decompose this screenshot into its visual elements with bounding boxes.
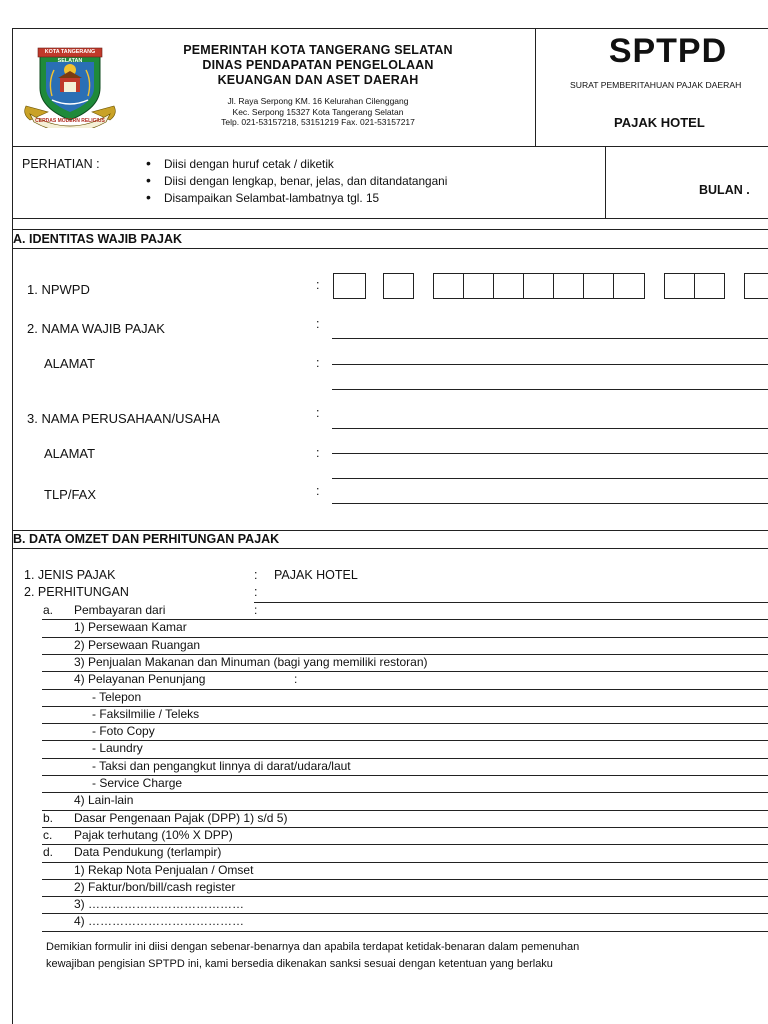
nama-perusahaan-field[interactable] [332,428,768,429]
alamat-wp-field-line-1[interactable] [332,364,768,365]
form-full-name: SURAT PEMBERITAHUAN PAJAK DAERAH [570,80,742,90]
statement-line-1: Demikian formulir ini diisi dengan sebenar-benarnya dan apabila terdapat ketidak-benaran dalam pemenuhan [46,941,580,953]
calc-row-number: b. [43,810,54,825]
calc-row [24,654,768,671]
section-a-title: A. IDENTITAS WAJIB PAJAK [13,232,182,246]
logo-banner-text: KOTA TANGERANG SELATAN [44,49,96,64]
calc-row [24,792,768,809]
jenis-pajak-label: 1. JENIS PAJAK [24,568,116,582]
month-label: BULAN . [699,183,750,197]
calc-row-label: 4) Pelayanan Penunjang [74,672,206,687]
nama-perusahaan-label: 3. NAMA PERUSAHAAN/USAHA [27,411,220,426]
calc-row [24,706,768,723]
section-a-title-line [12,248,768,249]
calc-row-label: Dasar Pengenaan Pajak (DPP) 1) s/d 5) [74,810,288,825]
notice-item: • Diisi dengan lengkap, benar, jelas, dan ditandatangani [164,173,447,190]
npwpd-digit-box[interactable] [583,273,614,299]
address-line-3: Telp. 021-53157218, 53151219 Fax. 021-53157217 [221,117,415,127]
colon: : [254,568,258,582]
calc-row [24,775,768,792]
calc-row-label: - Taksi dan pengangkut linnya di darat/udara/laut [92,758,351,773]
calc-row [24,602,768,619]
npwpd-digit-box[interactable] [553,273,584,299]
npwpd-digit-box[interactable] [493,273,524,299]
org-address [140,96,496,128]
calc-row [24,723,768,740]
calc-row-label: 3) ………………………………… [74,897,245,912]
address-line-2: Kec. Serpong 15327 Kota Tangerang Selatan [232,106,404,117]
calc-row-label: 4) Lain-lain [74,793,134,808]
colon: : [254,585,258,599]
calc-row [24,879,768,896]
npwpd-digit-box[interactable] [383,273,414,299]
form-code-title: SPTPD [608,32,728,70]
calc-row [24,844,768,861]
tax-type-label: PAJAK HOTEL [614,115,705,130]
section-a-top-line [12,229,768,230]
calc-row [24,740,768,757]
colon: : [316,406,320,420]
calc-row-colon: : [294,672,298,687]
calc-row-label: Pajak terhutang (10% X DPP) [74,827,233,842]
calc-row-label: Data Pendukung (terlampir) [74,845,222,860]
org-line-1: PEMERINTAH KOTA TANGERANG SELATAN [183,43,453,57]
notice-item: • Disampaikan Selambat-lambatnya tgl. 15 [164,190,447,207]
header-divider [535,28,536,146]
statement-line-2: kewajiban pengisian SPTPD ini, kami bersedia dikenakan sanksi sesuai dengan ketentuan yang berlaku [46,958,553,970]
calc-row [24,637,768,654]
org-line-3: KEUANGAN DAN ASET DAERAH [217,73,419,87]
calc-row-label: 3) Penjualan Makanan dan Minuman (bagi yang memiliki restoran) [74,654,428,669]
notice-bottom-border [12,218,768,219]
city-emblem-logo [18,42,122,128]
address-line-1: Jl. Raya Serpong KM. 16 Kelurahan Cilenggang [227,96,409,106]
calc-row [24,619,768,636]
npwpd-digit-box[interactable] [664,273,695,299]
alamat-usaha-field-line-1[interactable] [332,453,768,454]
form-top-border [12,28,768,29]
calc-row [24,913,768,930]
npwpd-digit-box[interactable] [613,273,645,299]
section-b-top-line [12,530,768,531]
calc-row-label: - Service Charge [92,776,183,790]
colon: : [316,484,320,498]
npwpd-digit-box[interactable] [463,273,494,299]
npwpd-digit-box[interactable] [523,273,554,299]
section-b-title: B. DATA OMZET DAN PERHITUNGAN PAJAK [13,532,280,546]
npwpd-digit-box[interactable] [694,273,725,299]
org-name [140,43,496,88]
calc-row [24,758,768,775]
section-b-title-line [12,548,768,549]
calc-row-label: Pembayaran dari [74,603,166,617]
calc-row [24,689,768,706]
calc-row-field-line[interactable] [42,931,768,932]
statement-text [46,939,579,973]
alamat-wp-label: ALAMAT [44,356,96,371]
calc-row-label: - Foto Copy [92,724,155,739]
calc-row-number: a. [43,603,54,617]
calc-row [24,896,768,913]
calc-row-label: 1) Persewaan Kamar [74,620,187,635]
tlp-fax-label: TLP/FAX [44,487,97,502]
calc-row [24,862,768,879]
colon: : [316,317,320,331]
nama-wajib-pajak-field[interactable] [332,338,768,339]
notice-list [164,156,447,207]
npwpd-digit-box[interactable] [744,273,768,299]
notice-divider [605,146,606,218]
alamat-wp-field-line-2[interactable] [332,389,768,390]
calc-row-label: - Faksilmilie / Teleks [92,706,200,721]
notice-label: PERHATIAN : [22,157,100,171]
calc-row [24,827,768,844]
colon: : [316,356,320,370]
tlp-fax-field[interactable] [332,503,768,504]
colon: : [316,278,320,292]
npwpd-digit-box[interactable] [433,273,464,299]
notice-item: • Diisi dengan huruf cetak / diketik [164,156,447,173]
org-line-2: DINAS PENDAPATAN PENGELOLAAN [202,58,434,72]
colon: : [316,446,320,460]
alamat-usaha-label: ALAMAT [44,446,96,461]
calc-row-number: c. [43,827,53,842]
alamat-usaha-field-line-2[interactable] [332,478,768,479]
perhitungan-label: 2. PERHITUNGAN [24,585,129,599]
logo-motto-text: CERDAS MODERN RELIGIUS [35,118,105,124]
calc-row [24,671,768,688]
calc-row-number: d. [43,845,54,860]
calc-row-label: - Telepon [92,689,142,704]
calc-row-label: 4) ………………………………… [74,914,245,929]
npwpd-label: 1. NPWPD [27,282,90,297]
form-left-border [12,28,13,1024]
nama-wajib-pajak-label: 2. NAMA WAJIB PAJAK [27,321,165,336]
jenis-pajak-value: PAJAK HOTEL [274,568,358,582]
header-bottom-border [12,146,768,147]
calc-row-colon: : [254,603,258,617]
calc-row-label: 2) Persewaan Ruangan [74,637,201,652]
calc-row-label: - Laundry [92,741,143,756]
calc-row [24,810,768,827]
npwpd-digit-box[interactable] [333,273,366,299]
calc-row-label: 2) Faktur/bon/bill/cash register [74,879,236,894]
calc-row-label: 1) Rekap Nota Penjualan / Omset [74,862,254,877]
